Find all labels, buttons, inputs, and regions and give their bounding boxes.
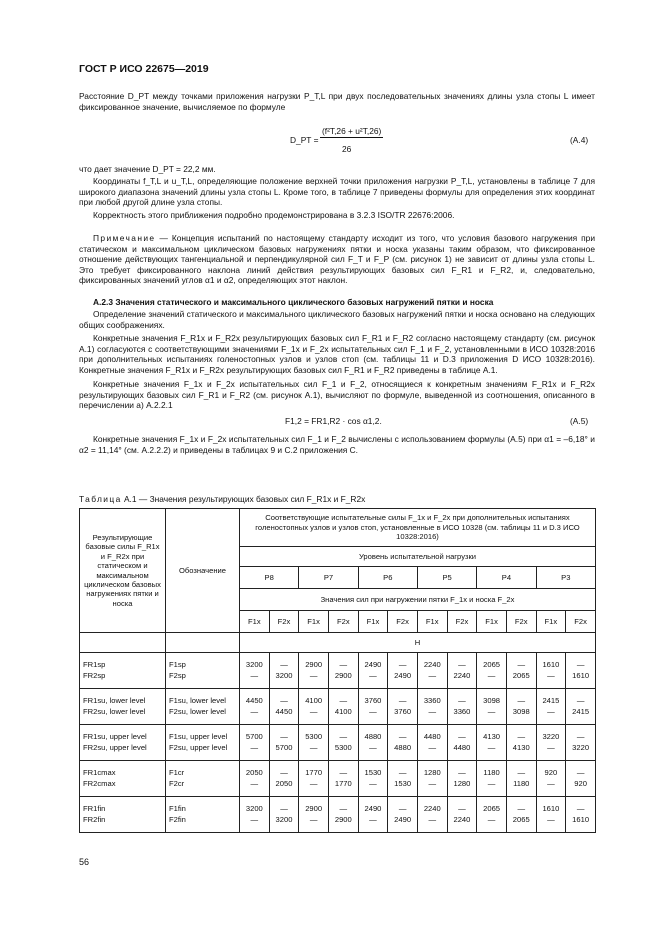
dash: — — [369, 814, 377, 824]
unit-blank-1 — [80, 633, 166, 653]
dash: — — [250, 706, 259, 716]
formula-a4-lhs: D_PT = — [290, 135, 319, 145]
designation-cell — [166, 761, 240, 797]
designation-cell-line2: F2fin — [169, 814, 186, 824]
f1x-value: 1180 — [483, 768, 500, 778]
results-table — [79, 508, 596, 833]
dash: — — [517, 804, 526, 814]
f1x-value-cell — [299, 689, 329, 725]
f1x-value-cell — [240, 797, 270, 833]
dash: — — [517, 732, 526, 742]
dash: — — [369, 670, 377, 680]
paragraph-computed: Конкретные значения F_1x и F_2x испытательных сил F_1 и F_2 вычислены с использованием формулы (А.5) при α1 = –6,18° и α2 = 11,14° (см. А.2.2.2) и приведены в таблицах 9 и С.2 приложения С. — [79, 434, 595, 455]
dash: — — [398, 732, 407, 742]
result-force-cell — [80, 797, 166, 833]
result-force-cell-line1: FR1su, upper level — [83, 732, 147, 742]
table-row — [80, 761, 596, 797]
table-row — [80, 725, 596, 761]
dash: — — [458, 696, 466, 706]
f1x-value: 2415 — [542, 696, 560, 706]
f2x-value-cell — [566, 689, 596, 725]
f2x-value: 2415 — [572, 706, 590, 716]
table-row — [80, 653, 596, 689]
dash: — — [398, 660, 407, 670]
f2x-value: 2050 — [275, 778, 293, 788]
f1x-value: 2490 — [364, 660, 382, 670]
dash: — — [339, 804, 348, 814]
dash: — — [547, 742, 555, 752]
dash: — — [250, 814, 259, 824]
f2x-value-cell — [269, 761, 299, 797]
dash: — — [487, 742, 496, 752]
result-force-cell-line1: FR1su, lower level — [83, 696, 146, 706]
dash: — — [339, 660, 348, 670]
designation-cell-line2: F2su, upper level — [169, 742, 228, 752]
f1x-value-cell — [240, 761, 270, 797]
dash: — — [428, 814, 437, 824]
f1x-value: 3200 — [245, 660, 263, 670]
dash: — — [487, 670, 496, 680]
dash: — — [458, 768, 466, 778]
f2x-value: 2240 — [453, 814, 471, 824]
f2x-value-cell — [447, 761, 477, 797]
f2x-value-cell — [388, 761, 418, 797]
result-force-cell-line2: FR2cmax — [83, 778, 116, 788]
dash: — — [487, 814, 496, 824]
f1x-value-cell — [299, 797, 329, 833]
f2x-value: 3200 — [275, 670, 293, 680]
level-p8: P8 — [240, 567, 299, 589]
table-row — [80, 797, 596, 833]
f1x-value-cell — [299, 653, 329, 689]
dash: — — [339, 768, 348, 778]
dash: — — [547, 706, 555, 716]
f2x-value: 3200 — [275, 814, 293, 824]
f2x-value-cell — [328, 689, 358, 725]
f2x-value: 2065 — [512, 670, 530, 680]
dash: — — [517, 660, 526, 670]
f1x-value: 4880 — [364, 732, 382, 742]
subcol-f1x: F1x — [299, 611, 329, 633]
f1x-value: 2065 — [483, 660, 501, 670]
dash: — — [309, 670, 318, 680]
designation-cell-line1: F1su, lower level — [169, 696, 226, 706]
f2x-value: 4130 — [512, 742, 530, 752]
subcol-f2x: F2x — [506, 611, 536, 633]
subcol-f2x: F2x — [447, 611, 477, 633]
subcol-f2x: F2x — [328, 611, 358, 633]
f2x-value-cell — [388, 797, 418, 833]
f2x-value: 4100 — [334, 706, 352, 716]
dash: — — [428, 778, 437, 788]
group-header: Соответствующие испытательные силы F_1x и F_2x при дополнительных испытаниях голеностопных узлов и узлов стоп, установленные в ИСО 10328 (см. таблицы 11 и D.3 ИСО 10328:2016) — [240, 509, 596, 547]
f2x-value-cell — [506, 689, 536, 725]
unit-cell: Н — [240, 633, 596, 653]
dash: — — [428, 706, 437, 716]
f1x-value-cell — [358, 689, 388, 725]
f2x-value-cell — [269, 653, 299, 689]
f1x-value-cell — [417, 725, 447, 761]
dash: — — [576, 732, 585, 742]
dash: — — [487, 706, 496, 716]
f1x-value: 5700 — [245, 732, 263, 742]
result-force-cell — [80, 653, 166, 689]
designation-cell-line1: F1sp — [169, 660, 186, 670]
f1x-value: 2240 — [423, 660, 441, 670]
dash: — — [250, 778, 259, 788]
dash: — — [398, 696, 407, 706]
f2x-value: 1610 — [572, 670, 590, 680]
f1x-value: 3200 — [245, 804, 263, 814]
f2x-value: 2065 — [512, 814, 530, 824]
result-force-cell-line2: FR2su, lower level — [83, 706, 146, 716]
f2x-value-cell — [506, 653, 536, 689]
f1x-value: 4100 — [305, 696, 323, 706]
f1x-value-cell — [477, 761, 507, 797]
f2x-value-cell — [269, 797, 299, 833]
dash: — — [250, 670, 259, 680]
designation-cell — [166, 797, 240, 833]
f1x-value-cell — [299, 761, 329, 797]
f2x-value: 1280 — [453, 778, 471, 788]
dash: — — [369, 706, 377, 716]
result-force-cell — [80, 761, 166, 797]
f1x-value: 2050 — [245, 768, 263, 778]
dash: — — [280, 768, 288, 778]
f1x-value-cell — [240, 725, 270, 761]
level-p3: P3 — [536, 567, 595, 589]
col1-header: Результирующие базовые силы F_R1x и F_R2x при статическом и максимальном циклическом базовых нагружениях пятки и носка — [80, 509, 166, 633]
f1x-value-cell — [477, 797, 507, 833]
f2x-value: 4480 — [453, 742, 471, 752]
dash: — — [398, 804, 407, 814]
dash: — — [517, 696, 526, 706]
designation-cell-line1: F1fin — [169, 804, 186, 814]
designation-cell-line2: F2sp — [169, 670, 186, 680]
designation-cell — [166, 689, 240, 725]
f2x-value-cell — [328, 653, 358, 689]
f1x-value-cell — [299, 725, 329, 761]
f1x-value: 2900 — [305, 660, 323, 670]
f1x-value-cell — [536, 689, 566, 725]
unit-blank-2 — [166, 633, 240, 653]
subcol-f2x: F2x — [269, 611, 299, 633]
f1x-value: 1610 — [542, 804, 560, 814]
f1x-value: 3360 — [423, 696, 441, 706]
subcol-f1x: F1x — [477, 611, 507, 633]
table-caption-text: А.1 — Значения результирующих базовых сил F_R1x и F_R2x — [123, 494, 366, 504]
paragraph-specific-values: Конкретные значения F_R1x и F_R2x результирующих базовых сил F_R1 и F_R2 согласно настоящему стандарту (см. рисунок А.1) согласуются с соответствующими значениями F_1x и F_2x испытательных сил F_1 и F_2, установленными в ИСО 10328:2016 при дополнительных испытаниях голеностопных узлов и узлов стоп (см. таблицы 11 и D.3 приложения D ИСО 10328:2016). Конкретные значения F_R1x и F_R2x результирующих базовых сил F_R1 и F_R2 приведены в таблице А.1. — [79, 333, 595, 375]
designation-cell-line1: F1cr — [169, 768, 185, 778]
document-header: ГОСТ Р ИСО 22675—2019 — [79, 63, 209, 75]
level-p4: P4 — [477, 567, 536, 589]
paragraph-coordinates: Координаты f_T,L и u_T,L, определяющие положение верхней точки приложения нагрузки P_T,L, установлены в таблице 7 для широкого диапазона значений длины узла стопы L. Кроме того, в таблице 7 приведены формулы для определения этих координат при любой другой длине узла стопы. — [79, 176, 595, 207]
level-p5: P5 — [417, 567, 476, 589]
f1x-value-cell — [417, 689, 447, 725]
f1x-value-cell — [417, 761, 447, 797]
dash: — — [576, 696, 585, 706]
f1x-value-cell — [358, 653, 388, 689]
f1x-value: 4450 — [245, 696, 263, 706]
level-header: Уровень испытательной нагрузки — [240, 547, 596, 567]
f1x-value: 2490 — [364, 804, 382, 814]
result-force-cell — [80, 689, 166, 725]
f1x-value-cell — [240, 689, 270, 725]
result-force-cell-line1: FR1fin — [83, 804, 106, 814]
dash: — — [458, 660, 466, 670]
designation-cell-line2: F2cr — [169, 778, 185, 788]
subcol-f2x: F2x — [566, 611, 596, 633]
result-force-cell-line2: FR2fin — [83, 814, 106, 824]
paragraph-test-forces: Конкретные значения F_1x и F_2x испытательных сил F_1 и F_2, относящиеся к конкретным значениям F_R1x и F_R2x результирующих базовых сил F_R1 и F_R2 (см. рисунок А.1), вычисляют по формуле, выведенной из соотношения, описанного в перечислении а) А.2.2.1 — [79, 379, 595, 410]
f1x-value-cell — [240, 653, 270, 689]
f2x-value-cell — [388, 725, 418, 761]
f2x-value: 1180 — [513, 778, 530, 788]
f1x-value: 2240 — [423, 804, 441, 814]
f2x-value: 1770 — [334, 778, 352, 788]
f2x-value-cell — [506, 761, 536, 797]
col2-header: Обозначение — [166, 509, 240, 633]
f2x-value-cell — [447, 689, 477, 725]
f2x-value: 2900 — [334, 670, 352, 680]
dash: — — [547, 670, 555, 680]
f2x-value: 920 — [574, 778, 587, 788]
formula-a5: F1,2 = FR1,R2 · cos α1,2. — [285, 416, 382, 426]
dash: — — [487, 778, 496, 788]
dash: — — [280, 696, 288, 706]
note-text: — Концепция испытаний по настоящему стандарту исходит из того, что условия базового нагружения при статическом и максимальном циклическом базовых нагружениях пятки и носка указаны таким образом, что фиксированное отношение действующих тангенциальной и перпендикулярной сил F_T и F_P (см. рисунок 1) не зависит от длины узла стопы L. Это требует фиксированного наклона линий действия результирующих базовых сил F_R1 и F_R2, и, следовательно, фиксированных значений углов α1 и α2, определяющих этот наклон. — [79, 233, 596, 285]
f1x-value: 1280 — [423, 768, 441, 778]
f2x-value: 5300 — [334, 742, 352, 752]
dash: — — [428, 670, 437, 680]
dash: — — [250, 742, 259, 752]
f2x-value-cell — [506, 725, 536, 761]
f2x-value-cell — [328, 797, 358, 833]
note-block — [79, 233, 595, 286]
subcol-f1x: F1x — [358, 611, 388, 633]
paragraph-value: что дает значение D_PT = 22,2 мм. — [79, 164, 216, 174]
f2x-value-cell — [447, 725, 477, 761]
f1x-value-cell — [358, 725, 388, 761]
f2x-value: 1610 — [572, 814, 590, 824]
f2x-value-cell — [388, 653, 418, 689]
formula-a4-number: (A.4) — [570, 135, 589, 145]
f1x-value: 2065 — [483, 804, 501, 814]
dash: — — [547, 814, 555, 824]
table-row — [80, 689, 596, 725]
section-heading: А.2.3 Значения статического и максимального циклического базовых нагружений пятки и носка — [93, 297, 494, 307]
level-p6: P6 — [358, 567, 417, 589]
designation-cell-line2: F2su, lower level — [169, 706, 226, 716]
f2x-value: 2490 — [394, 670, 412, 680]
dash: — — [517, 768, 526, 778]
dash: — — [309, 778, 318, 788]
f2x-value: 4880 — [394, 742, 412, 752]
f2x-value-cell — [506, 797, 536, 833]
f2x-value-cell — [566, 725, 596, 761]
values-header: Значения сил при нагружении пятки F_1x и носка F_2x — [240, 589, 596, 611]
f1x-value-cell — [358, 761, 388, 797]
f2x-value: 1530 — [394, 778, 412, 788]
formula-a5-number: (A.5) — [570, 416, 589, 426]
f2x-value-cell — [328, 725, 358, 761]
paragraph-distance: Расстояние D_PT между точками приложения нагрузки P_T,L при двух последовательных значениях длины узла стопы L имеет фиксированное значение, вычисляемое по формуле — [79, 91, 595, 112]
dash: — — [547, 778, 555, 788]
f2x-value-cell — [269, 725, 299, 761]
dash: — — [369, 742, 377, 752]
f2x-value-cell — [269, 689, 299, 725]
f2x-value: 4450 — [275, 706, 293, 716]
dash: — — [576, 768, 585, 778]
dash: — — [309, 742, 318, 752]
f1x-value: 4480 — [423, 732, 441, 742]
f1x-value: 4130 — [483, 732, 501, 742]
f2x-value-cell — [328, 761, 358, 797]
note-label: Примечание — [93, 233, 156, 243]
f1x-value: 5300 — [305, 732, 323, 742]
result-force-cell-line2: FR2su, upper level — [83, 742, 147, 752]
subcol-f1x: F1x — [536, 611, 566, 633]
f1x-value-cell — [536, 797, 566, 833]
f2x-value-cell — [388, 689, 418, 725]
dash: — — [458, 732, 466, 742]
f1x-value-cell — [477, 689, 507, 725]
f2x-value: 5700 — [275, 742, 293, 752]
f2x-value: 3360 — [453, 706, 471, 716]
table-caption — [79, 494, 365, 505]
formula-a4-denominator: 26 — [342, 144, 352, 154]
level-p7: P7 — [299, 567, 358, 589]
f2x-value: 3098 — [512, 706, 530, 716]
dash: — — [339, 732, 348, 742]
formula-a4-numerator: (f²T,26 + u²T,26) — [322, 126, 382, 136]
dash: — — [576, 660, 585, 670]
f1x-value-cell — [536, 653, 566, 689]
f1x-value: 1610 — [542, 660, 560, 670]
page-number: 56 — [79, 857, 90, 867]
dash: — — [398, 768, 407, 778]
f1x-value-cell — [477, 725, 507, 761]
dash: — — [280, 804, 288, 814]
paragraph-correctness: Корректность этого приближения подробно продемонстрирована в 3.2.3 ISO/TR 22676:2006. — [93, 210, 455, 220]
f1x-value: 3760 — [364, 696, 382, 706]
result-force-cell — [80, 725, 166, 761]
dash: — — [458, 804, 466, 814]
f1x-value-cell — [477, 653, 507, 689]
dash: — — [280, 732, 288, 742]
result-force-cell-line1: FR1sp — [83, 660, 106, 670]
dash: — — [339, 696, 348, 706]
dash: — — [280, 660, 288, 670]
f2x-value-cell — [566, 653, 596, 689]
f1x-value-cell — [536, 761, 566, 797]
designation-cell — [166, 653, 240, 689]
f1x-value: 2900 — [305, 804, 323, 814]
f2x-value: 3760 — [394, 706, 412, 716]
dash: — — [428, 742, 437, 752]
dash: — — [309, 706, 318, 716]
f2x-value-cell — [566, 761, 596, 797]
f1x-value-cell — [417, 797, 447, 833]
f2x-value-cell — [566, 797, 596, 833]
f1x-value: 1530 — [364, 768, 382, 778]
dash: — — [309, 814, 318, 824]
f2x-value: 2490 — [394, 814, 412, 824]
f2x-value: 2240 — [453, 670, 471, 680]
f2x-value: 3220 — [572, 742, 590, 752]
subcol-f2x: F2x — [388, 611, 418, 633]
dash: — — [369, 778, 377, 788]
f1x-value: 920 — [544, 768, 558, 778]
f2x-value-cell — [447, 653, 477, 689]
paragraph-definition: Определение значений статического и максимального циклического базовых нагружений пятки и носка основано на следующих общих соображениях. — [79, 309, 595, 330]
subcol-f1x: F1x — [240, 611, 270, 633]
f1x-value-cell — [358, 797, 388, 833]
table-caption-label: Таблица — [79, 494, 122, 504]
result-force-cell-line2: FR2sp — [83, 670, 106, 680]
f2x-value-cell — [447, 797, 477, 833]
f1x-value: 3220 — [542, 732, 560, 742]
f1x-value-cell — [417, 653, 447, 689]
f1x-value: 1770 — [305, 768, 323, 778]
result-force-cell-line1: FR1cmax — [83, 768, 116, 778]
subcol-f1x: F1x — [417, 611, 447, 633]
designation-cell-line1: F1su, upper level — [169, 732, 228, 742]
f2x-value: 2900 — [334, 814, 352, 824]
dash: — — [576, 804, 585, 814]
designation-cell — [166, 725, 240, 761]
f1x-value-cell — [536, 725, 566, 761]
f1x-value: 3098 — [483, 696, 501, 706]
